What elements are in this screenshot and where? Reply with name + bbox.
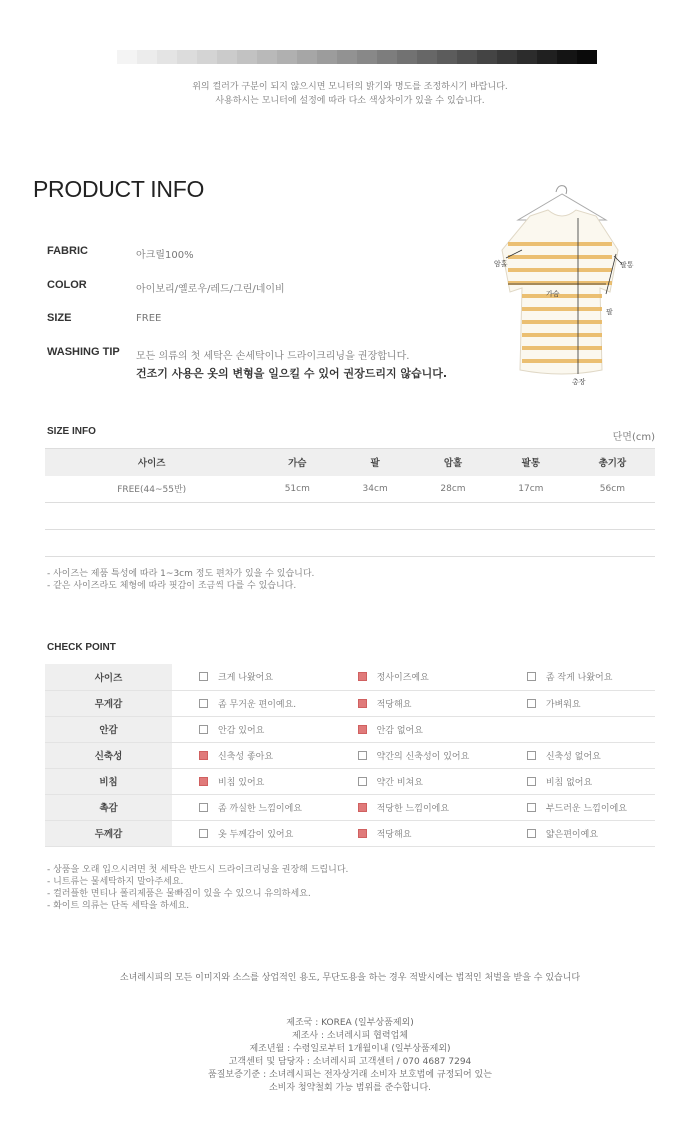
check-option <box>331 768 500 794</box>
checkbox-checked-icon <box>358 803 367 812</box>
check-option-text: 옷 두께감이 있어요 <box>218 829 294 840</box>
check-option <box>172 664 331 690</box>
gradient-swatch <box>557 50 577 64</box>
washing-tip-value: 모든 의류의 첫 세탁은 손세탁이나 드라이크리닝을 권장합니다. <box>136 351 410 362</box>
check-option <box>172 794 331 820</box>
gradient-swatch <box>537 50 557 64</box>
checkbox-checked-icon <box>199 777 208 786</box>
size-note: - 같은 사이즈라도 체형에 따라 핏감이 조금씩 다를 수 있습니다. <box>47 581 297 591</box>
table-row <box>45 476 655 503</box>
gradient-swatch <box>317 50 337 64</box>
care-note: - 상품을 오래 입으시려면 첫 세탁은 반드시 드라이크리닝을 권장해 드립니다. <box>47 865 349 875</box>
care-note: - 컬러플한 면티나 폴리제품은 물빠짐이 있을 수 있으니 유의하세요. <box>47 889 311 899</box>
size-table-header <box>45 449 655 476</box>
table-cell: 34cm <box>336 476 414 503</box>
check-option-text: 약간의 신축성이 있어요 <box>376 751 470 762</box>
check-option-text: 안감 있어요 <box>218 725 265 736</box>
check-option <box>500 794 655 820</box>
checkbox-empty-icon <box>527 777 536 786</box>
size-info-label: SIZE INFO <box>47 426 96 437</box>
size-label: SIZE <box>47 312 72 324</box>
check-option <box>331 742 500 768</box>
care-notes <box>47 864 348 912</box>
check-point-table <box>45 664 655 847</box>
checkbox-empty-icon <box>358 751 367 760</box>
checkbox-empty-icon <box>199 725 208 734</box>
monitor-notice-line: 사용하시는 모니터에 설정에 따라 다소 색상차이가 있을 수 있습니다. <box>215 96 485 106</box>
size-table <box>45 448 655 503</box>
check-row <box>45 742 655 768</box>
check-option <box>331 690 500 716</box>
check-option-text: 안감 없어요 <box>376 725 423 736</box>
check-option <box>331 664 500 690</box>
sweater-stripe <box>522 294 602 298</box>
check-row <box>45 690 655 716</box>
check-row-title: 비침 <box>45 768 172 794</box>
check-option-text: 좀 까실한 느낌이에요 <box>218 803 302 814</box>
check-option-text: 가벼워요 <box>545 699 581 710</box>
checkbox-checked-icon <box>358 829 367 838</box>
color-label: COLOR <box>47 279 87 291</box>
gradient-swatch <box>417 50 437 64</box>
checkbox-checked-icon <box>358 725 367 734</box>
gradient-swatch <box>177 50 197 64</box>
hanger-hook-icon <box>556 186 567 194</box>
table-header-cell: 총기장 <box>570 449 655 476</box>
copyright-notice: 소녀레시피의 모든 이미지와 소스를 상업적인 용도, 무단도용을 하는 경우 적발시에는 법적인 처벌을 받을 수 있습니다 <box>119 973 581 983</box>
check-option-text: 좀 작게 나왔어요 <box>545 673 613 684</box>
check-option-text: 적당해요 <box>376 829 412 840</box>
check-option <box>172 768 331 794</box>
checkbox-checked-icon <box>358 672 367 681</box>
page-title: PRODUCT INFO <box>33 176 205 202</box>
gradient-swatch <box>457 50 477 64</box>
check-option <box>500 820 655 846</box>
footer-line: 고객센터 및 담당자 : 소녀레시피 고객센터 / 070 4687 7294 <box>228 1057 472 1067</box>
check-option-text: 부드러운 느낌이에요 <box>545 803 627 814</box>
gradient-swatch <box>397 50 417 64</box>
gradient-swatch <box>377 50 397 64</box>
check-option-text: 크게 나왔어요 <box>218 673 274 684</box>
table-cell: 17cm <box>492 476 570 503</box>
check-option <box>331 794 500 820</box>
table-cell: 28cm <box>414 476 492 503</box>
table-header-cell: 암홀 <box>414 449 492 476</box>
gradient-swatch <box>217 50 237 64</box>
divider <box>45 529 655 530</box>
checkbox-checked-icon <box>199 751 208 760</box>
gradient-swatch <box>517 50 537 64</box>
footer-line: 제조사 : 소녀레시피 협력업체 <box>292 1031 408 1041</box>
gradient-swatch <box>437 50 457 64</box>
divider <box>45 556 655 557</box>
sweater-stripe <box>508 268 612 272</box>
check-row-title: 촉감 <box>45 794 172 820</box>
check-option <box>172 742 331 768</box>
check-row-title: 두께감 <box>45 820 172 846</box>
check-option <box>331 716 500 742</box>
footer-line: 제조국 : KOREA (일부상품제외) <box>286 1018 414 1028</box>
table-cell: 56cm <box>570 476 655 503</box>
check-option <box>500 742 655 768</box>
check-option <box>500 716 655 742</box>
check-option-text: 신축성 좋아요 <box>218 751 274 762</box>
gradient-swatch <box>197 50 217 64</box>
sleeve-text: 팔 <box>606 308 613 316</box>
check-option-text: 약간 비쳐요 <box>376 777 423 788</box>
checkbox-empty-icon <box>527 829 536 838</box>
gradient-swatch <box>337 50 357 64</box>
size-unit-label: 단면(cm) <box>612 432 655 443</box>
length-text: 총장 <box>572 378 586 386</box>
monitor-notice-line: 위의 컬러가 구분이 되지 않으시면 모니터의 밝기와 명도를 조정하시기 바랍니다. <box>192 82 508 92</box>
gradient-swatch <box>297 50 317 64</box>
check-row-title: 신축성 <box>45 742 172 768</box>
chest-text: 가슴 <box>546 290 560 298</box>
sweater-stripe <box>522 346 602 350</box>
armhole-text: 암홀 <box>494 260 508 268</box>
sweater-stripe <box>522 320 602 324</box>
check-option-text: 좀 무거운 편이예요. <box>218 699 297 710</box>
gradient-swatch <box>137 50 157 64</box>
check-row <box>45 820 655 846</box>
gradient-swatch <box>117 50 137 64</box>
dryer-warning: 건조기 사용은 옷의 변형을 일으킬 수 있어 권장드리지 않습니다. <box>136 367 448 380</box>
checkbox-empty-icon <box>358 777 367 786</box>
table-cell: 51cm <box>258 476 336 503</box>
check-option-text: 적당한 느낌이에요 <box>376 803 450 814</box>
sweater-stripe <box>508 242 612 246</box>
sweater-stripe <box>522 333 602 337</box>
sweater-stripe <box>522 359 602 363</box>
check-option-text: 비침 없어요 <box>545 777 593 788</box>
check-option <box>172 690 331 716</box>
check-row <box>45 794 655 820</box>
check-row-title: 사이즈 <box>45 664 172 690</box>
gradient-swatch <box>577 50 597 64</box>
gradient-swatch <box>157 50 177 64</box>
size-note: - 사이즈는 제품 특성에 따라 1~3cm 정도 편차가 있을 수 있습니다. <box>47 569 315 579</box>
checkbox-empty-icon <box>527 751 536 760</box>
sweater-stripe <box>522 307 602 311</box>
check-option-text: 정사이즈예요 <box>376 673 429 684</box>
fabric-value: 아크릴100% <box>136 250 194 261</box>
gradient-swatch <box>237 50 257 64</box>
gradient-swatch <box>477 50 497 64</box>
color-value: 아이보리/옐로우/레드/그린/네이비 <box>136 284 285 295</box>
check-row <box>45 716 655 742</box>
checkbox-empty-icon <box>527 699 536 708</box>
color-calibration-bar <box>117 50 597 64</box>
check-option-text: 적당해요 <box>376 699 412 710</box>
fabric-label: FABRIC <box>47 245 88 257</box>
checkbox-empty-icon <box>199 672 208 681</box>
washing-tip-label: WASHING TIP <box>47 346 120 358</box>
table-header-cell: 팔통 <box>492 449 570 476</box>
check-option-text: 비침 있어요 <box>218 777 265 788</box>
check-option <box>172 716 331 742</box>
gradient-swatch <box>257 50 277 64</box>
table-header-cell: 가슴 <box>258 449 336 476</box>
checkbox-empty-icon <box>527 672 536 681</box>
check-option <box>500 768 655 794</box>
sweater-stripe <box>508 255 612 259</box>
monitor-notice <box>0 80 700 108</box>
check-point-label: CHECK POINT <box>47 642 116 653</box>
check-row-title: 안감 <box>45 716 172 742</box>
check-row-title: 무게감 <box>45 690 172 716</box>
table-cell: FREE(44~55반) <box>45 476 258 503</box>
gradient-swatch <box>277 50 297 64</box>
check-option-text: 신축성 없어요 <box>545 751 601 762</box>
table-header-cell: 사이즈 <box>45 449 258 476</box>
checkbox-checked-icon <box>358 699 367 708</box>
footer-info <box>0 1017 700 1095</box>
checkbox-empty-icon <box>199 699 208 708</box>
size-value: FREE <box>136 313 162 324</box>
footer-line: 제조년월 : 수령일로부터 1개월이내 (일부상품제외) <box>249 1044 451 1054</box>
care-note: - 니트류는 물세탁하지 말아주세요. <box>47 877 184 887</box>
check-option <box>500 690 655 716</box>
check-option-text: 얇은편이예요 <box>545 829 599 840</box>
footer-line: 소비자 청약철회 가능 범위를 준수합니다. <box>268 1083 432 1093</box>
check-row <box>45 664 655 690</box>
check-row <box>45 768 655 794</box>
checkbox-empty-icon <box>199 829 208 838</box>
check-option <box>331 820 500 846</box>
checkbox-empty-icon <box>199 803 208 812</box>
table-header-cell: 팔 <box>336 449 414 476</box>
size-notes <box>47 568 314 592</box>
garment-size-diagram <box>478 180 658 390</box>
footer-line: 품질보증기준 : 소녀레시피는 전자상거래 소비자 보호법에 규정되어 있는 <box>208 1070 492 1080</box>
checkbox-empty-icon <box>527 803 536 812</box>
check-option <box>500 664 655 690</box>
care-note: - 화이트 의류는 단독 세탁을 하세요. <box>47 901 190 911</box>
gradient-swatch <box>497 50 517 64</box>
sleeve-width-text: 팔통 <box>620 261 634 269</box>
check-option <box>172 820 331 846</box>
gradient-swatch <box>357 50 377 64</box>
